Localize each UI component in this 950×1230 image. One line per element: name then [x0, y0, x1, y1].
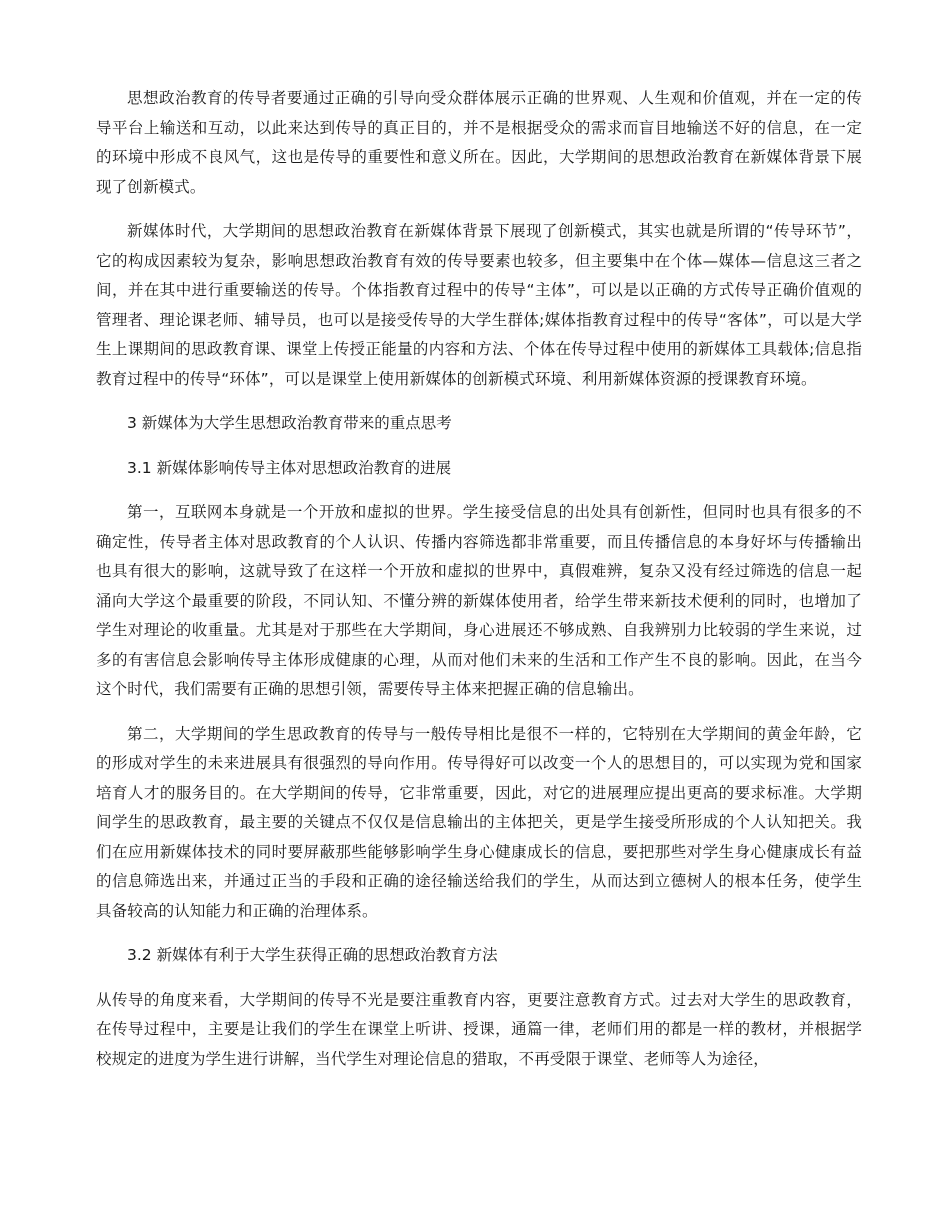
section-heading-3: 3 新媒体为大学生思想政治教育带来的重点思考 [127, 414, 452, 432]
paragraph: 新媒体时代，大学期间的思想政治教育在新媒体背景下展现了创新模式，其实也就是所谓的“传导环节”，它的构成因素较为复杂，影响思想政治教育有效的传导要素也较多，但主要集中在个体—媒体—信息这三者之间，并在其中进行重要输送的传导。个体指教育过程中的传导“主体”，可以是以正确的方式传导正确价值观的管理者、理论课老师、辅导员，也可以是接受传导的大学生群体;媒体指教育过程中的传导“客体”，可以是大学生上课期间的思政教育课、课堂上传授正能量的内容和方法、个体在传导过程中使用的新媒体工具载体;信息指教育过程中的传导“环体”，可以是课堂上使用新媒体的创新模式环境、利用新媒体资源的授课教育环境。 [96, 222, 862, 388]
paragraph: 从传导的角度来看，大学期间的传导不光是要注重教育内容，更要注意教育方式。过去对大学生的思政教育，在传导过程中，主要是让我们的学生在课堂上听讲、授课，通篇一律，老师们用的都是一样的教材，并根据学校规定的进度为学生进行讲解，当代学生对理论信息的猎取，不再受限于课堂、老师等人为途径， [96, 990, 862, 1068]
paragraph: 思想政治教育的传导者要通过正确的引导向受众群体展示正确的世界观、人生观和价值观，并在一定的传导平台上输送和互动，以此来达到传导的真正目的，并不是根据受众的需求而盲目地输送不好的信息，在一定的环境中形成不良风气，这也是传导的重要性和意义所在。因此，大学期间的思想政治教育在新媒体背景下展现了创新模式。 [96, 89, 862, 196]
paragraph: 第二，大学期间的学生思政教育的传导与一般传导相比是很不一样的，它特别在大学期间的黄金年龄，它的形成对学生的未来进展具有很强烈的导向作用。传导得好可以改变一个人的思想目的，可以实现为党和国家培育人才的服务目的。在大学期间的传导，它非常重要，因此，对它的进展理应提出更高的要求标准。大学期间学生的思政教育，最主要的关键点不仅仅是信息输出的主体把关，更是学生接受所形成的个人认知把关。我们在应用新媒体技术的同时要屏蔽那些能够影响学生身心健康成长的信息，要把那些对学生身心健康成长有益的信息筛选出来，并通过正当的手段和正确的途径输送给我们的学生，从而达到立德树人的根本任务，使学生具备较高的认知能力和正确的治理体系。 [96, 724, 862, 920]
section-heading-3-2: 3.2 新媒体有利于大学生获得正确的思想政治教育方法 [127, 946, 498, 964]
document-page [96, 84, 862, 1089]
paragraph: 第一，互联网本身就是一个开放和虚拟的世界。学生接受信息的出处具有创新性，但同时也具有很多的不确定性，传导者主体对思政教育的个人认识、传播内容筛选都非常重要，而且传播信息的本身好坏与传播输出也具有很大的影响，这就导致了在这样一个开放和虚拟的世界中，真假难辨，复杂又没有经过筛选的信息一起涌向大学这个最重要的阶段，不同认知、不懂分辨的新媒体使用者，给学生带来新技术便利的同时，也增加了学生对理论的收重量。尤其是对于那些在大学期间，身心进展还不够成熟、自我辨别力比较弱的学生来说，过多的有害信息会影响传导主体形成健康的心理，从而对他们未来的生活和工作产生不良的影响。因此，在当今这个时代，我们需要有正确的思想引领，需要传导主体来把握正确的信息输出。 [96, 503, 862, 698]
section-heading-3-1: 3.1 新媒体影响传导主体对思想政治教育的进展 [127, 458, 452, 477]
